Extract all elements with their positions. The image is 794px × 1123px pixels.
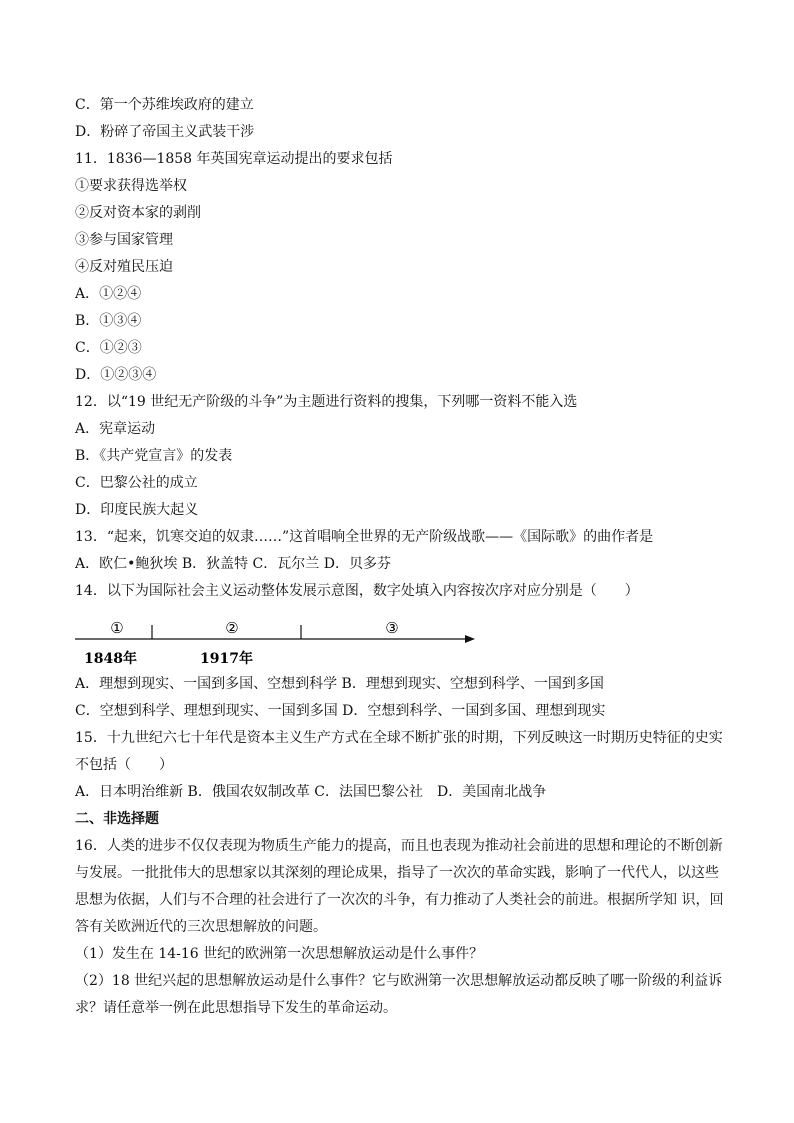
- option-q11-a: A．①②④: [75, 286, 142, 302]
- timeline-segment-1: ①: [110, 619, 124, 637]
- options-q14-ab: A．理想到现实、一国到多国、空想到科学 B．理想到现实、空想到科学、一国到多国: [75, 676, 604, 692]
- option-q10-c: C．第一个苏维埃政府的建立: [75, 97, 254, 113]
- question-16-sub-1: （1）发生在 14-16 世纪的欧洲第一次思想解放运动是什么事件？: [75, 946, 484, 962]
- timeline-arrowhead: [465, 635, 475, 643]
- option-q11-d: D．①②③④: [75, 367, 157, 383]
- socialism-timeline-diagram: [70, 613, 490, 671]
- timeline-segment-2: ②: [225, 619, 239, 637]
- q11-item-3: ③参与国家管理: [75, 232, 173, 248]
- q11-item-1: ①要求获得选举权: [75, 178, 187, 194]
- option-q10-d: D．粉碎了帝国主义武装干涉: [75, 124, 255, 140]
- section-heading-non-choice: 二、非选择题: [75, 811, 159, 827]
- options-q14-cd: C．空想到科学、理想到现实、一国到多国 D．空想到科学、一国到多国、理想到现实: [75, 703, 606, 719]
- q11-item-4: ④反对殖民压迫: [75, 259, 173, 275]
- timeline-year-1848: 1848年: [84, 651, 137, 667]
- question-11: 11．1836—1858 年英国宪章运动提出的要求包括: [75, 151, 393, 167]
- question-14: 14．以下为国际社会主义运动整体发展示意图，数字处填入内容按次序对应分别是（ ）: [75, 583, 639, 599]
- question-13: 13．“起来，饥寒交迫的奴隶……”这首唱响全世界的无产阶级战歌——《国际歌》的曲作者是: [75, 529, 654, 545]
- options-q13: A．欧仁•鲍狄埃 B．狄盖特 C．瓦尔兰 D．贝多芬: [75, 556, 391, 572]
- question-16-para-3: 思想为依据，人们与不合理的社会进行了一次次的斗争，有力推动了人类社会的前进。根据所学知 识，回: [75, 892, 724, 908]
- q11-item-2: ②反对资本家的剥削: [75, 205, 201, 221]
- question-12: 12．以“19 世纪无产阶级的斗争”为主题进行资料的搜集，下列哪一资料不能入选: [75, 394, 578, 410]
- option-q12-a: A．宪章运动: [75, 421, 156, 437]
- timeline-year-1917: 1917年: [200, 651, 253, 667]
- question-16-para-4: 答有关欧洲近代的三次思想解放的问题。: [75, 919, 327, 935]
- question-16-sub-2: （2）18 世纪兴起的思想解放运动是什么事件？它与欧洲第一次思想解放运动都反映了哪一阶级的利益诉: [75, 973, 723, 989]
- question-15-continued: 不包括（ ）: [75, 757, 173, 773]
- option-q12-c: C．巴黎公社的成立: [75, 475, 198, 491]
- option-q11-b: B．①③④: [75, 313, 142, 329]
- timeline-segment-3: ③: [385, 619, 399, 637]
- question-16-para-2: 与发展。一批批伟大的思想家以其深刻的理论成果，指导了一次次的革命实践，影响了一代代人，以这些: [75, 865, 719, 881]
- option-q12-b: B．《共产党宣言》的发表: [75, 448, 233, 464]
- question-15: 15．十九世纪六七十年代是资本主义生产方式在全球不断扩张的时期，下列反映这一时期历史特征的史实: [75, 730, 723, 746]
- options-q15: A．日本明治维新 B．俄国农奴制改革 C．法国巴黎公社 D．美国南北战争: [75, 784, 547, 800]
- option-q11-c: C．①②③: [75, 340, 142, 356]
- question-16-para-1: 16．人类的进步不仅仅表现为物质生产能力的提高，而且也表现为推动社会前进的思想和理论的不断创新: [75, 838, 723, 854]
- question-16-sub-2-continued: 求？请任意举一例在此思想指导下发生的革命运动。: [75, 1000, 397, 1016]
- option-q12-d: D．印度民族大起义: [75, 502, 199, 518]
